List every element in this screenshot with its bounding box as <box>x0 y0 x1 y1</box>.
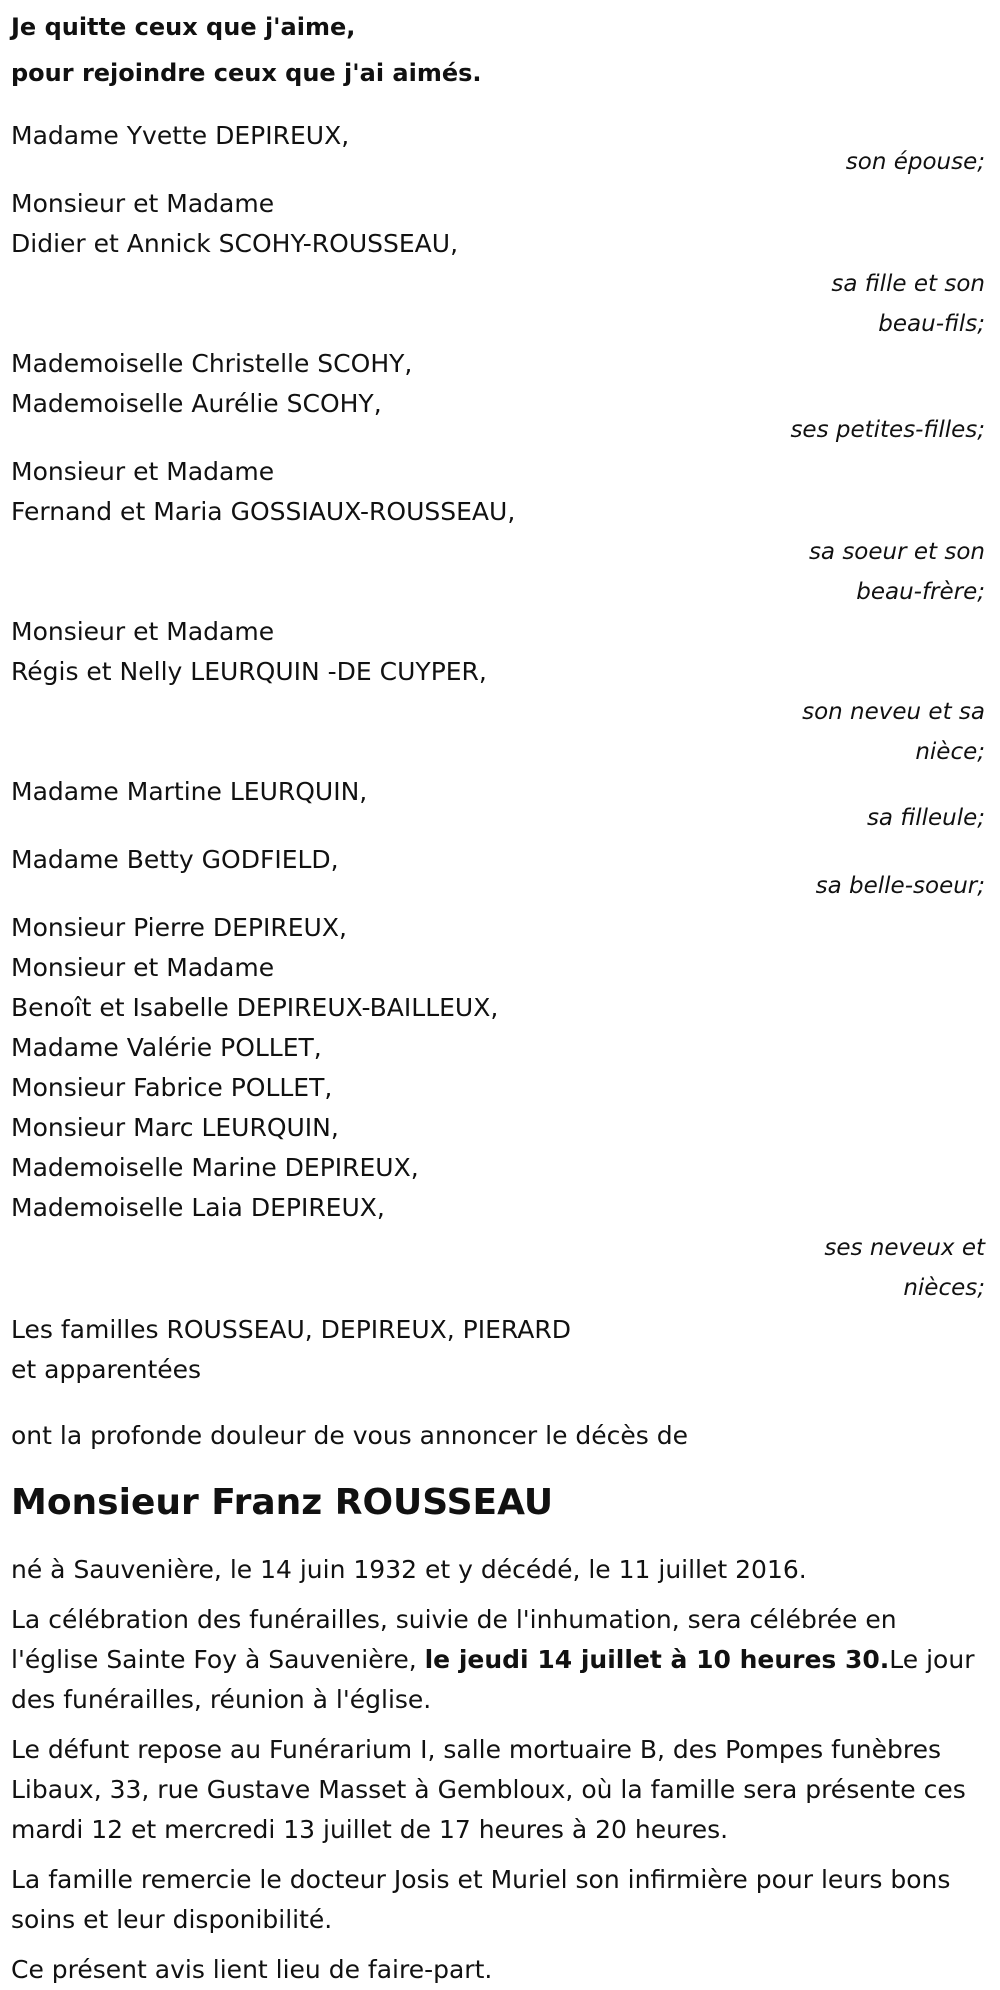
family-name: Monsieur Fabrice POLLET, <box>11 1073 333 1102</box>
family-name: Monsieur Pierre DEPIREUX, <box>11 913 347 942</box>
family-name: Monsieur et Madame <box>11 457 275 486</box>
closing: Ce présent avis lient lieu de faire-part. <box>11 1955 493 1984</box>
family-role: son épouse; <box>845 149 985 175</box>
funeral-details <box>11 1600 985 1720</box>
family-role: sa soeur et son <box>808 539 985 565</box>
funeral-text: La célébration des funérailles, suivie de l'inhumation, sera célébrée en l'église Sainte Foy à Sauvenière, <box>11 1605 897 1674</box>
family-name: Monsieur et Madame <box>11 953 275 982</box>
other-families-line: et apparentées <box>11 1355 202 1384</box>
epigraph-line: pour rejoindre ceux que j'ai aimés. <box>11 59 482 87</box>
family-group <box>11 772 985 838</box>
family-name: Didier et Annick SCOHY-ROUSSEAU, <box>11 229 459 258</box>
family-name: Fernand et Maria GOSSIAUX-ROUSSEAU, <box>11 497 516 526</box>
family-role: ses neveux et <box>824 1235 985 1261</box>
family-name: Mademoiselle Laia DEPIREUX, <box>11 1193 385 1222</box>
other-families-line: Les familles ROUSSEAU, DEPIREUX, PIERARD <box>11 1315 571 1344</box>
family-group <box>11 344 985 450</box>
family-role: beau-fils; <box>878 311 985 337</box>
family-role: nièces; <box>903 1275 985 1301</box>
family-name: Monsieur et Madame <box>11 189 275 218</box>
thanks: La famille remercie le docteur Josis et Muriel son infirmière pour leurs bons soins et leur disponibilité. <box>11 1865 951 1934</box>
birth-death: né à Sauvenière, le 14 juin 1932 et y décédé, le 11 juillet 2016. <box>11 1555 807 1584</box>
family-group <box>11 840 985 906</box>
family-name: Madame Yvette DEPIREUX, <box>11 121 350 150</box>
family-name: Madame Betty GODFIELD, <box>11 845 339 874</box>
family-group <box>11 908 985 1308</box>
family-group <box>11 452 985 612</box>
family-group <box>11 612 985 772</box>
family-role: son neveu et sa <box>802 699 985 725</box>
funeral-text-after: Le jour des funérailles, réunion à l'église. <box>11 1645 975 1714</box>
family-name: Régis et Nelly LEURQUIN -DE CUYPER, <box>11 657 487 686</box>
repose-details: Le défunt repose au Funérarium I, salle mortuaire B, des Pompes funèbres Libaux, 33, rue Gustave Masset à Gembloux, où la famille sera présente ces mardi 12 et mercredi 13 juillet de 17 heures à 20 heures. <box>11 1735 966 1844</box>
family-name: Madame Valérie POLLET, <box>11 1033 322 1062</box>
family-name: Benoît et Isabelle DEPIREUX-BAILLEUX, <box>11 993 499 1022</box>
family-group <box>11 184 985 344</box>
family-name: Monsieur et Madame <box>11 617 275 646</box>
family-role: beau-frère; <box>856 579 985 605</box>
deceased-name: Monsieur Franz ROUSSEAU <box>11 1482 554 1523</box>
family-role: sa belle-soeur; <box>815 873 985 899</box>
family-role: ses petites-filles; <box>790 417 985 443</box>
epigraph-line: Je quitte ceux que j'aime, <box>11 13 356 41</box>
family-name: Monsieur Marc LEURQUIN, <box>11 1113 339 1142</box>
funeral-date: le jeudi 14 juillet à 10 heures 30. <box>424 1645 890 1674</box>
family-role: sa filleule; <box>866 805 985 831</box>
other-families <box>11 1310 985 1390</box>
family-role: nièce; <box>915 739 985 765</box>
announcement: ont la profonde douleur de vous annoncer le décès de <box>11 1421 689 1450</box>
family-name: Mademoiselle Marine DEPIREUX, <box>11 1153 419 1182</box>
family-name: Mademoiselle Christelle SCOHY, <box>11 349 413 378</box>
epigraph <box>11 4 985 96</box>
family-name: Mademoiselle Aurélie SCOHY, <box>11 389 382 418</box>
family-group <box>11 116 985 182</box>
family-role: sa fille et son <box>831 271 985 297</box>
family-name: Madame Martine LEURQUIN, <box>11 777 368 806</box>
death-notice <box>0 4 1000 1984</box>
